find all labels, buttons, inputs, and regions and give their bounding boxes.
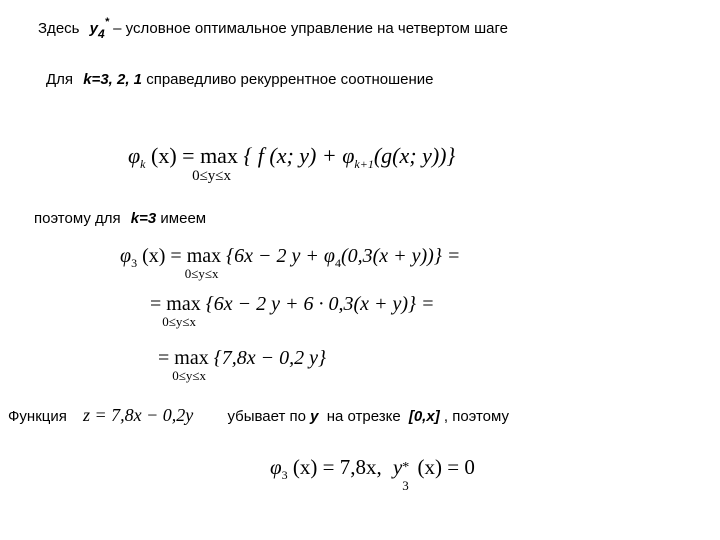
control-variable [89, 16, 109, 41]
intro-prefix: Здесь [38, 20, 80, 37]
substitution-rhs: {6x − 2 y + 6 · 0,3(x + y)} = [205, 293, 435, 315]
max-range: 0≤y≤x [184, 266, 219, 281]
result-phi-subscript: 3 [281, 468, 288, 482]
function-expression: z = 7,8x − 0,2y [83, 405, 194, 425]
phi3-symbol: φ [120, 245, 132, 267]
phi3-rhs-b: (0,3(x + y))} = [340, 245, 461, 267]
function-mid: убывает по [227, 408, 306, 425]
simplified-rhs: {7,8x − 0,2 y} [213, 347, 326, 369]
result-y-rest: (x) = 0 [417, 455, 475, 479]
recurrence-formula [128, 143, 456, 184]
result-y-symbol: y [392, 455, 403, 479]
max-label: max [166, 293, 201, 315]
max-operator [162, 293, 201, 329]
control-var-subscript: 4 [98, 27, 105, 41]
function-line [8, 405, 509, 426]
max-range: 0≤y≤x [162, 314, 197, 329]
result-phi-symbol: φ [270, 455, 282, 479]
max-operator [184, 245, 222, 281]
recurrence-rhs-subscript: k+1 [354, 157, 374, 171]
equals-sign: = [150, 293, 162, 315]
function-interval: [0,x] [408, 408, 440, 425]
phi-subscript: k [140, 157, 146, 171]
phi3-subscript: 3 [131, 256, 138, 270]
max-operator [172, 347, 209, 383]
control-var-letter: y [89, 20, 98, 37]
phi3-rhs-subscript: 4 [334, 256, 341, 270]
simplified-formula [158, 347, 326, 383]
function-mid2: на отрезке [326, 408, 401, 425]
max-operator [192, 143, 238, 184]
result-phi-rest: (x) = 7,8x, [292, 455, 382, 479]
recurrence-suffix: справедливо рекуррентное соотношение [146, 71, 434, 88]
intro-line [38, 16, 508, 41]
k-values: k=3, 2, 1 [83, 71, 143, 88]
max-label: max [174, 347, 209, 369]
phi-argument: (x) = [151, 143, 195, 168]
k3-intro-line [34, 210, 206, 227]
max-label: max [200, 143, 238, 168]
k3-suffix: имеем [160, 210, 207, 227]
k3-value: k=3 [130, 210, 157, 227]
phi3-argument: (x) = [142, 245, 182, 267]
function-variable: y [310, 408, 319, 425]
recurrence-prefix: Для [46, 71, 74, 88]
recurrence-rhs-b: (g(x; y))} [373, 143, 456, 168]
function-prefix: Функция [8, 408, 67, 425]
phi3-formula [120, 245, 461, 281]
max-label: max [186, 245, 222, 267]
max-range: 0≤y≤x [192, 168, 232, 184]
substitution-formula [150, 293, 435, 329]
phi-symbol: φ [128, 143, 141, 168]
result-y-superscript: * [402, 460, 410, 475]
phi3-rhs-a: {6x − 2 y + φ [226, 245, 335, 267]
function-suffix: , поэтому [443, 408, 510, 425]
control-var-superscript: * [104, 16, 109, 28]
intro-suffix: – условное оптимальное управление на четвертом шаге [113, 20, 508, 37]
max-range: 0≤y≤x [172, 368, 207, 383]
recurrence-rhs-a: { f (x; y) + φ [243, 143, 355, 168]
equals-sign: = [158, 347, 170, 369]
result-y-subscript: 3 [402, 478, 409, 493]
k3-prefix: поэтому для [34, 210, 121, 227]
result-formula [270, 455, 475, 493]
recurrence-intro-line [46, 71, 433, 88]
